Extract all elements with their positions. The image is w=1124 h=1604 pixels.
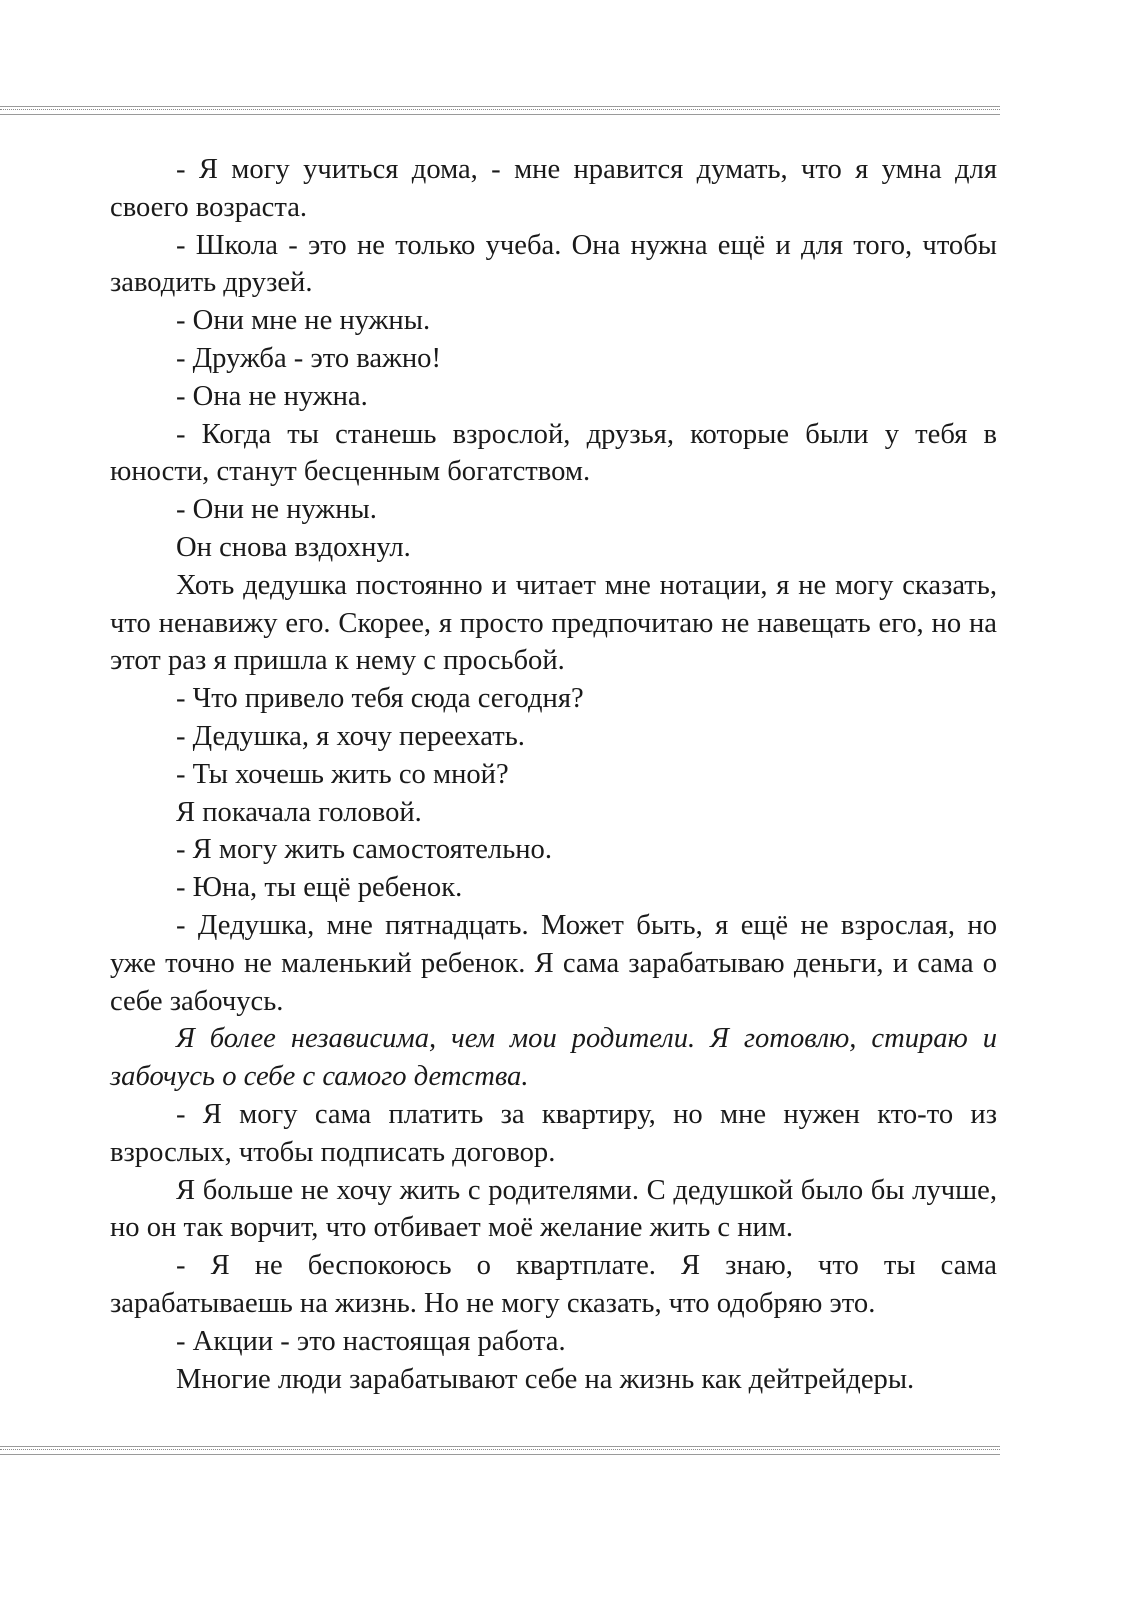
paragraph: - Я могу учиться дома, - мне нравится думать, что я умна для своего возраста. — [110, 154, 997, 223]
paragraph: - Дедушка, мне пятнадцать. Может быть, я ещё не взрослая, но уже точно не маленький ребенок. Я сама зарабатываю деньги, и сама о себе забочусь. — [110, 909, 997, 1017]
paragraph: - Дружба - это важно! — [176, 342, 441, 374]
paragraph: - Она не нужна. — [176, 380, 368, 412]
paragraph: - Акции - это настоящая работа. — [176, 1325, 566, 1357]
page-body-text — [110, 151, 997, 1398]
top-decorative-rule — [0, 106, 1000, 116]
paragraph: - Я могу жить самостоятельно. — [176, 834, 552, 866]
paragraph: Я больше не хочу жить с родителями. С дедушкой было бы лучше, но он так ворчит, что отбивает моё желание жить с ним. — [110, 1174, 997, 1244]
paragraph: - Дедушка, я хочу переехать. — [176, 720, 525, 752]
paragraph: - Когда ты станешь взрослой, друзья, которые были у тебя в юности, станут бесценным богатством. — [110, 418, 997, 488]
bottom-decorative-rule — [0, 1446, 1000, 1456]
paragraph: - Я могу сама платить за квартиру, но мне нужен кто-то из взрослых, чтобы подписать договор. — [110, 1098, 997, 1168]
paragraph: - Что привело тебя сюда сегодня? — [176, 683, 584, 715]
paragraph: Он снова вздохнул. — [176, 531, 411, 563]
paragraph: - Ты хочешь жить со мной? — [176, 758, 509, 790]
paragraph: Хоть дедушка постоянно и читает мне нотации, я не могу сказать, что ненавижу его. Скорее, я просто предпочитаю не навещать его, но на этот раз я пришла к нему с просьбой. — [110, 569, 997, 677]
paragraph: Многие люди зарабатывают себе на жизнь как дейтрейдеры. — [176, 1363, 915, 1395]
paragraph: - Школа - это не только учеба. Она нужна ещё и для того, чтобы заводить друзей. — [110, 229, 997, 299]
italic-paragraph: Я более независима, чем мои родители. Я готовлю, стираю и забочусь о себе с самого детства. — [110, 1023, 997, 1093]
paragraph: - Они мне не нужны. — [176, 305, 431, 337]
paragraph: - Юна, ты ещё ребенок. — [176, 872, 463, 904]
paragraph: - Они не нужны. — [176, 494, 377, 526]
paragraph: - Я не беспокоюсь о квартплате. Я знаю, что ты сама зарабатываешь на жизнь. Но не могу сказать, что одобряю это. — [110, 1250, 997, 1319]
paragraph: Я покачала головой. — [176, 796, 422, 828]
